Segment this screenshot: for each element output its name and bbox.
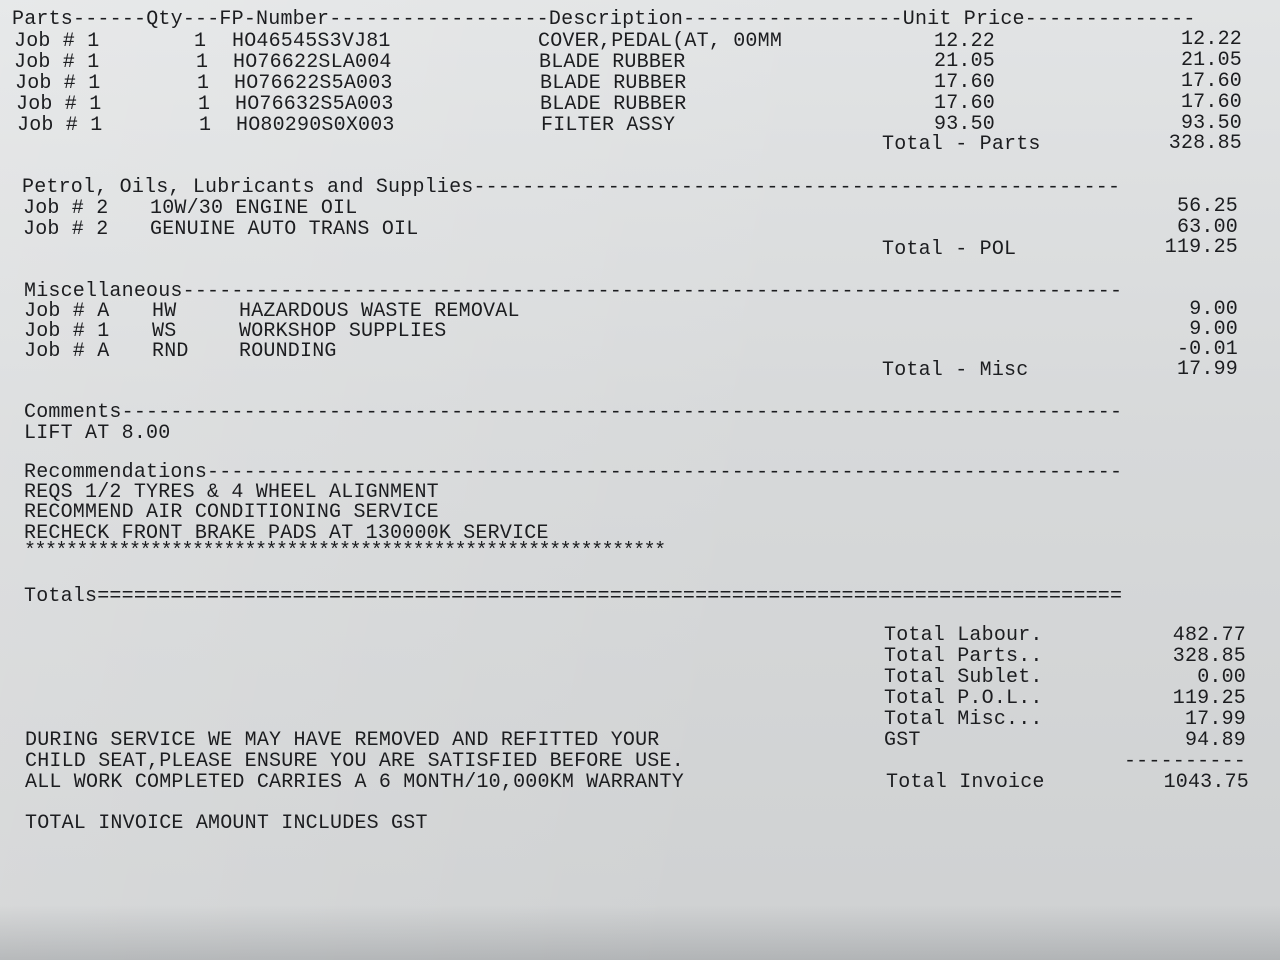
unit-price: 17.60 (934, 71, 996, 94)
totals-label: Total Parts.. (884, 645, 1043, 668)
notice-line: DURING SERVICE WE MAY HAVE REMOVED AND REFITTED YOUR (25, 729, 660, 752)
comment-line: LIFT AT 8.00 (24, 422, 171, 445)
qty: 1 (198, 93, 211, 116)
page-fold-shadow (0, 905, 1280, 960)
pol-description: GENUINE AUTO TRANS OIL (150, 218, 419, 241)
stars-separator: ************************************************************* (24, 540, 665, 563)
comments-header: Comments---------------------------------------------------------------------------------- (24, 401, 1123, 424)
misc-description: WORKSHOP SUPPLIES (239, 320, 447, 343)
totals-header: Totals==================================================================================== (24, 585, 1123, 608)
line-amount: 56.25 (1176, 195, 1238, 218)
qty: 1 (194, 30, 207, 53)
job-label: Job # 1 (14, 30, 100, 53)
recommendation-line: RECHECK FRONT BRAKE PADS AT 130000K SERVICE (24, 522, 549, 545)
misc-total-label: Total - Misc (882, 359, 1029, 382)
qty: 1 (199, 114, 212, 137)
part-number: HO76632S5A003 (235, 93, 394, 116)
line-amount: -0.01 (1176, 338, 1238, 361)
totals-label: Total Labour. (884, 624, 1043, 647)
recommendation-line: RECOMMEND AIR CONDITIONING SERVICE (24, 501, 439, 524)
totals-label: Total Misc... (884, 708, 1043, 731)
job-label: Job # 1 (14, 51, 100, 74)
totals-value: 94.89 (1184, 729, 1246, 752)
part-number: HO80290S0X003 (236, 114, 395, 137)
recommendations-header: Recommendations--------------------------------------------------------------------------- (24, 461, 1123, 484)
job-label: Job # 2 (23, 197, 109, 220)
job-label: Job # 2 (23, 218, 109, 241)
line-amount: 21.05 (1180, 49, 1242, 72)
pol-total-label: Total - POL (882, 238, 1017, 261)
unit-price: 12.22 (934, 30, 996, 53)
misc-code: WS (152, 320, 177, 343)
parts-total-label: Total - Parts (882, 133, 1041, 156)
totals-value: 17.99 (1184, 708, 1246, 731)
notice-line: CHILD SEAT,PLEASE ENSURE YOU ARE SATISFIED BEFORE USE. (25, 750, 684, 773)
misc-header: Miscellaneous----------------------------------------------------------------------------- (24, 280, 1123, 303)
job-label: Job # 1 (17, 114, 103, 137)
totals-value: 482.77 (1172, 624, 1246, 647)
totals-label: Total Sublet. (884, 666, 1043, 689)
job-label: Job # 1 (24, 320, 110, 343)
misc-code: RND (152, 340, 189, 363)
job-label: Job # A (24, 340, 110, 363)
misc-total-value: 17.99 (1176, 358, 1238, 381)
line-amount: 17.60 (1180, 91, 1242, 114)
parts-total-value: 328.85 (1168, 132, 1242, 155)
qty: 1 (197, 72, 210, 95)
total-invoice-value: 1043.75 (1163, 771, 1249, 794)
totals-value: 119.25 (1172, 687, 1246, 710)
pol-header: Petrol, Oils, Lubricants and Supplies----------------------------------------------------- (22, 176, 1121, 199)
unit-price: 21.05 (934, 50, 996, 73)
line-amount: 63.00 (1176, 216, 1238, 239)
unit-price: 93.50 (934, 113, 996, 136)
part-number: HO76622SLA004 (233, 51, 392, 74)
misc-description: ROUNDING (239, 340, 337, 363)
part-number: HO76622S5A003 (234, 72, 393, 95)
part-description: COVER,PEDAL(AT, 00MM (538, 30, 783, 53)
totals-value: 0.00 (1197, 666, 1246, 689)
gst-note: TOTAL INVOICE AMOUNT INCLUDES GST (25, 812, 428, 835)
job-label: Job # 1 (15, 72, 101, 95)
line-amount: 9.00 (1189, 318, 1238, 341)
misc-description: HAZARDOUS WASTE REMOVAL (239, 300, 520, 323)
line-amount: 9.00 (1189, 298, 1238, 321)
line-amount: 17.60 (1180, 70, 1242, 93)
part-description: BLADE RUBBER (540, 72, 687, 95)
qty: 1 (196, 51, 209, 74)
totals-value: 328.85 (1172, 645, 1246, 668)
total-invoice-label: Total Invoice (886, 771, 1045, 794)
job-label: Job # A (24, 300, 110, 323)
recommendation-line: REQS 1/2 TYRES & 4 WHEEL ALIGNMENT (24, 481, 439, 504)
notice-line: ALL WORK COMPLETED CARRIES A 6 MONTH/10,000KM WARRANTY (25, 771, 684, 794)
line-amount: 12.22 (1180, 28, 1242, 51)
totals-label: GST (884, 729, 921, 752)
parts-header: Parts------Qty---FP-Number------------------Description------------------Unit Price-------------- (12, 8, 1196, 31)
line-amount: 93.50 (1180, 112, 1242, 135)
part-number: HO46545S3VJ81 (232, 30, 391, 53)
totals-dashes: ---------- (1123, 750, 1246, 773)
job-label: Job # 1 (16, 93, 102, 116)
pol-total-value: 119.25 (1164, 236, 1238, 259)
part-description: FILTER ASSY (541, 114, 676, 137)
totals-label: Total P.O.L.. (884, 687, 1043, 710)
misc-code: HW (152, 300, 177, 323)
part-description: BLADE RUBBER (539, 51, 686, 74)
unit-price: 17.60 (934, 92, 996, 115)
part-description: BLADE RUBBER (540, 93, 687, 116)
pol-description: 10W/30 ENGINE OIL (150, 197, 358, 220)
